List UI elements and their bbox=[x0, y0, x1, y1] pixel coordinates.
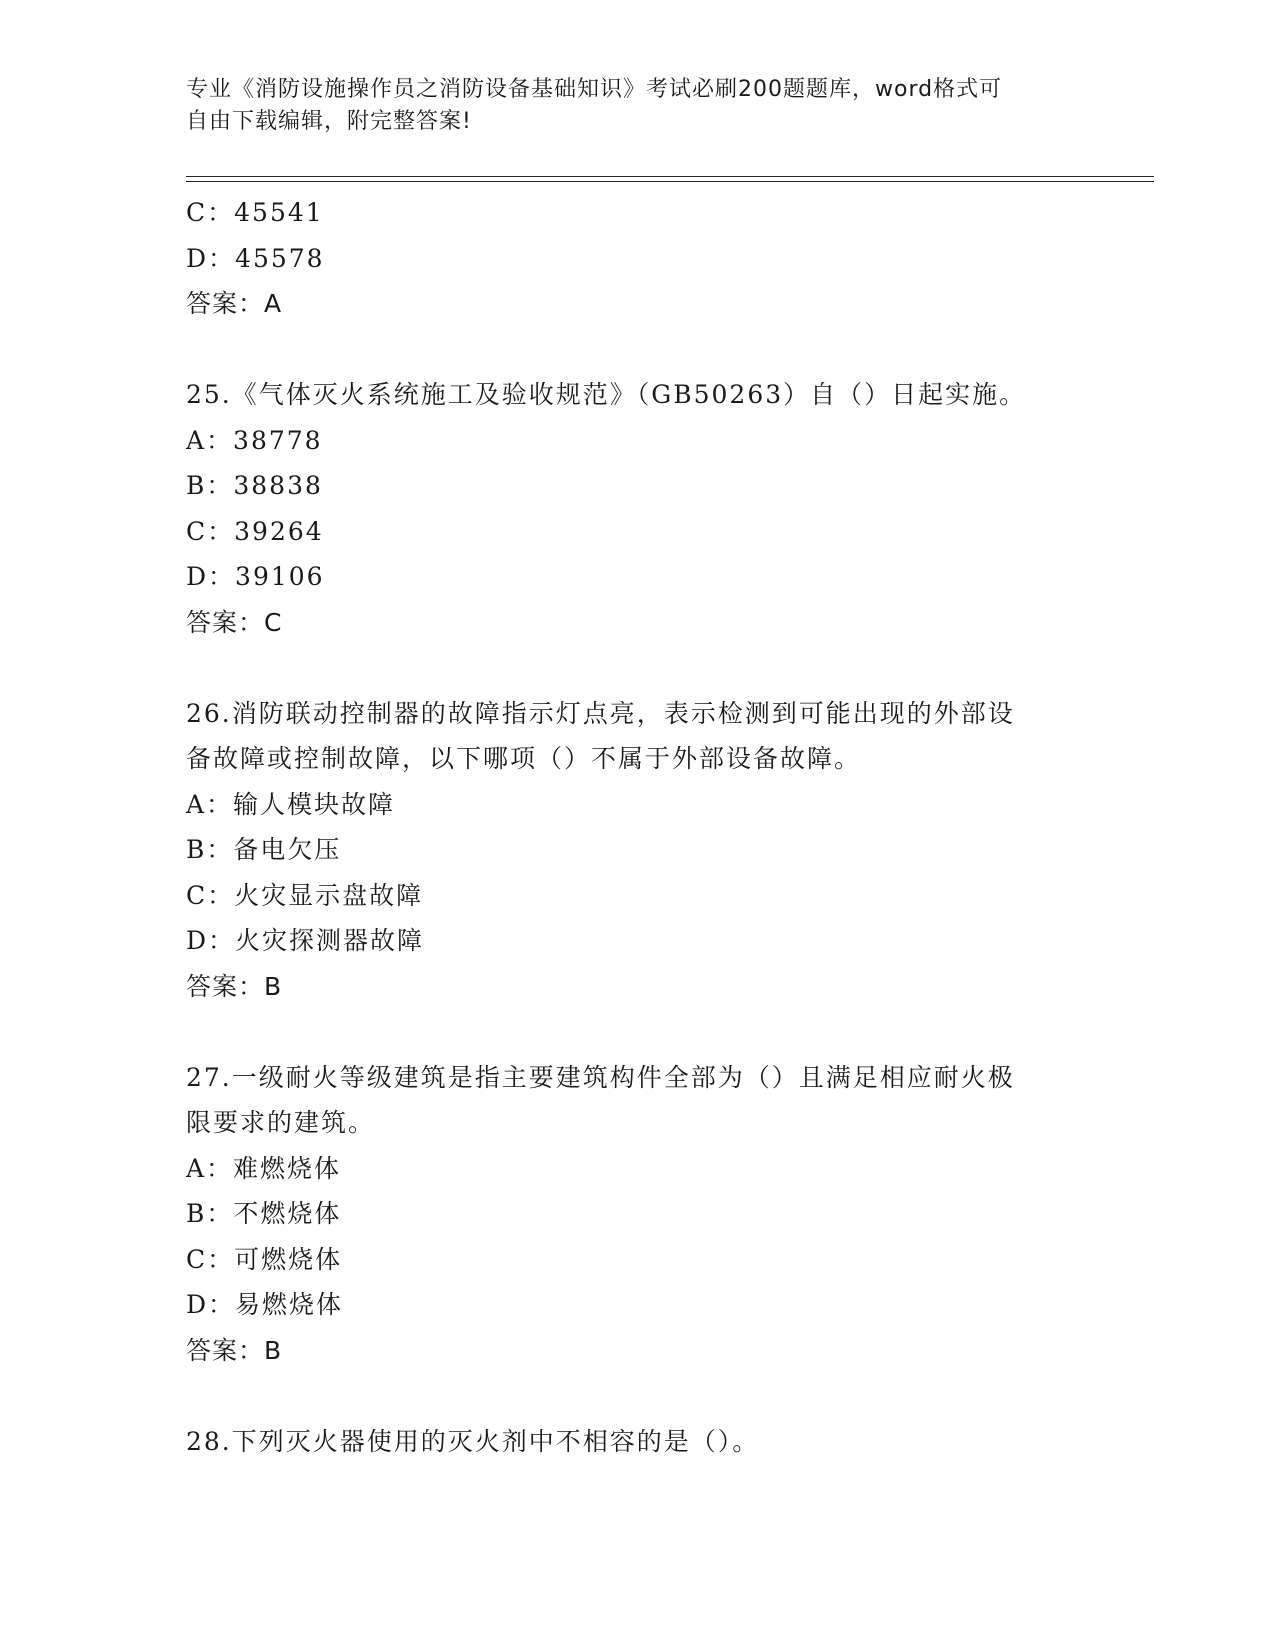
header-divider-top bbox=[186, 176, 1154, 177]
option-d: D：火灾探测器故障 bbox=[186, 926, 425, 955]
question-26-text-line-1: 26.消防联动控制器的故障指示灯点亮，表示检测到可能出现的外部设 bbox=[186, 698, 1015, 728]
header-title-line-1: 专业《消防设施操作员之消防设备基础知识》考试必刷200题题库，word格式可 bbox=[186, 77, 1003, 102]
question-28-text: 28.下列灭火器使用的灭火剂中不相容的是（）。 bbox=[186, 1426, 760, 1456]
option-c: C：火灾显示盘故障 bbox=[186, 880, 424, 910]
option-b: B：备电欠压 bbox=[186, 835, 342, 864]
question-list bbox=[186, 190, 1086, 1464]
option-a: A：难燃烧体 bbox=[186, 1153, 342, 1183]
option-a: A：输人模块故障 bbox=[186, 789, 396, 819]
option-d: D：易燃烧体 bbox=[186, 1290, 344, 1319]
question-27-text-line-1: 27.一级耐火等级建筑是指主要建筑构件全部为（）且满足相应耐火极 bbox=[186, 1062, 1015, 1092]
option-b: B：38838 bbox=[186, 471, 323, 500]
question-26-text-line-2: 备故障或控制故障，以下哪项（）不属于外部设备故障。 bbox=[186, 744, 862, 773]
header-title-line-2: 自由下载编辑，附完整答案! bbox=[186, 109, 472, 134]
option-a: A：38778 bbox=[186, 425, 323, 455]
option-d: D：45578 bbox=[186, 243, 325, 273]
document-header bbox=[186, 74, 1066, 138]
option-c: C：45541 bbox=[186, 198, 324, 227]
option-d: D：39106 bbox=[186, 562, 325, 591]
option-c: C：可燃烧体 bbox=[186, 1244, 343, 1274]
answer-line: 答案：B bbox=[186, 1335, 283, 1365]
question-27-text-line-2: 限要求的建筑。 bbox=[186, 1108, 376, 1137]
answer-line: 答案：B bbox=[186, 971, 283, 1001]
question-25-text: 25.《气体灭火系统施工及验收规范》（GB50263）自（）日起实施。 bbox=[186, 380, 1027, 409]
option-b: B：不燃烧体 bbox=[186, 1199, 342, 1228]
answer-line: 答案：C bbox=[186, 607, 283, 637]
header-divider-bottom bbox=[186, 181, 1154, 182]
option-c: C：39264 bbox=[186, 516, 324, 546]
answer-line: 答案：A bbox=[186, 289, 283, 318]
